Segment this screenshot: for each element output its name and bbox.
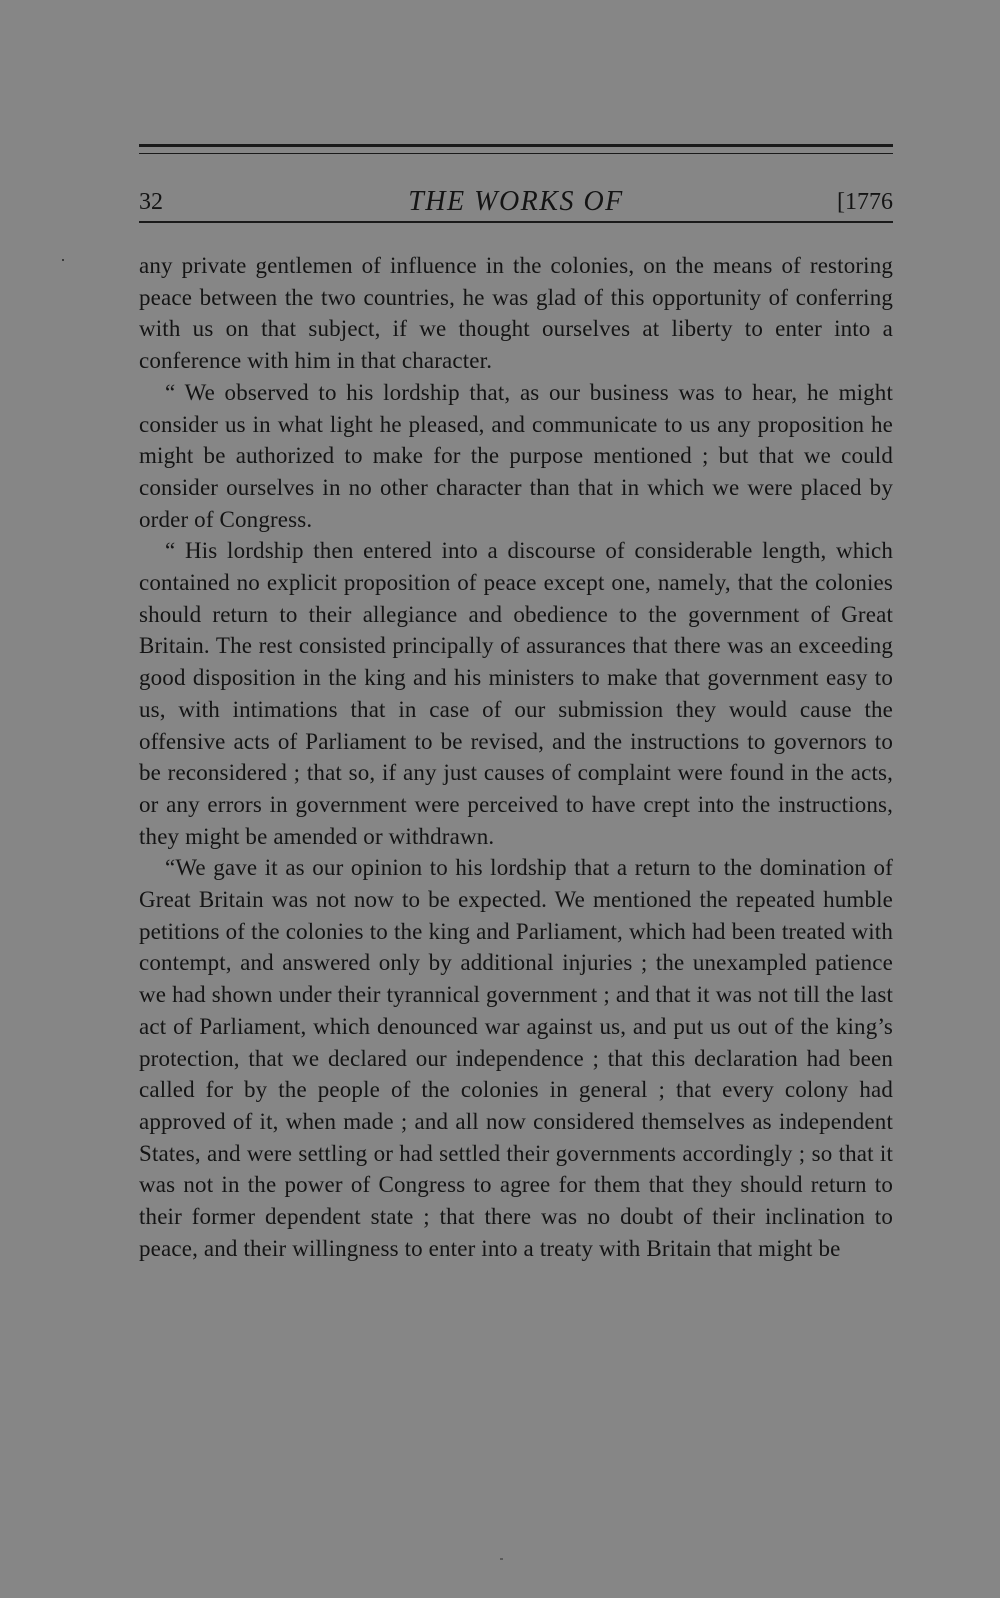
paragraph-4: “We gave it as our opinion to his lordship that a return to the domination of Great Britain was not now to be expected. We mentioned the repeated humble petitions of the colonies to the king and Parliament, which had been treated with contempt, and answered only by additional injuries ; the unexampled patience we had shown under their tyrannical government ; and that it was not till the last act of Parliament, which denounced war against us, and put us out of the king’s protection, that we declared our independence ; that this declaration had been called for by the people of the colonies in general ; that every colony had approved of it, when made ; and all now considered themselves as independent States, and were settling or had settled their governments accordingly ; so that it was not in the power of Congress to agree for them that they should return to their former dependent state ; that there was no doubt of their inclination to peace, and their willingness to enter into a treaty with Britain that might be <box>139 855 893 1261</box>
paragraph-2: “ We observed to his lordship that, as our business was to hear, he might consider us in what light he pleased, and communicate to us any proposition he might be authorized to make for the purpose mentioned ; but that we could consider ourselves in no other character than that in which we were placed by order of Congress. <box>139 379 893 532</box>
paragraph-3: “ His lordship then entered into a discourse of considerable length, which contained no explicit proposition of peace except one, namely, that the colonies should return to their allegiance and obedience to the government of Great Britain. The rest consisted principally of assurances that there was an exceeding good disposition in the king and his ministers to make that government easy to us, with intimations that in case of our submission they would cause the offensive acts of Parliament to be revised, and the instructions to governors to be reconsidered ; that so, if any just causes of complaint were found in the acts, or any errors in government were perceived to have crept into the instructions, they might be amended or withdrawn. <box>139 538 893 849</box>
header-underline <box>139 221 893 223</box>
running-title: THE WORKS OF <box>408 186 624 217</box>
paragraph-1: any private gentlemen of influence in the colonies, on the means of restoring peace between the two countries, he was glad of this opportunity of conferring with us on that subject, if we thought ourselves at liberty to enter into a conference with him in that character. <box>139 253 893 374</box>
header-rule-thick <box>139 144 893 147</box>
book-page <box>139 144 893 1265</box>
page-number: 32 <box>139 189 163 215</box>
scan-speck <box>62 259 64 261</box>
running-header <box>139 154 893 217</box>
header-year: [1776 <box>837 189 893 215</box>
page-body <box>139 250 893 1265</box>
scan-speck-bottom <box>500 1558 503 1560</box>
